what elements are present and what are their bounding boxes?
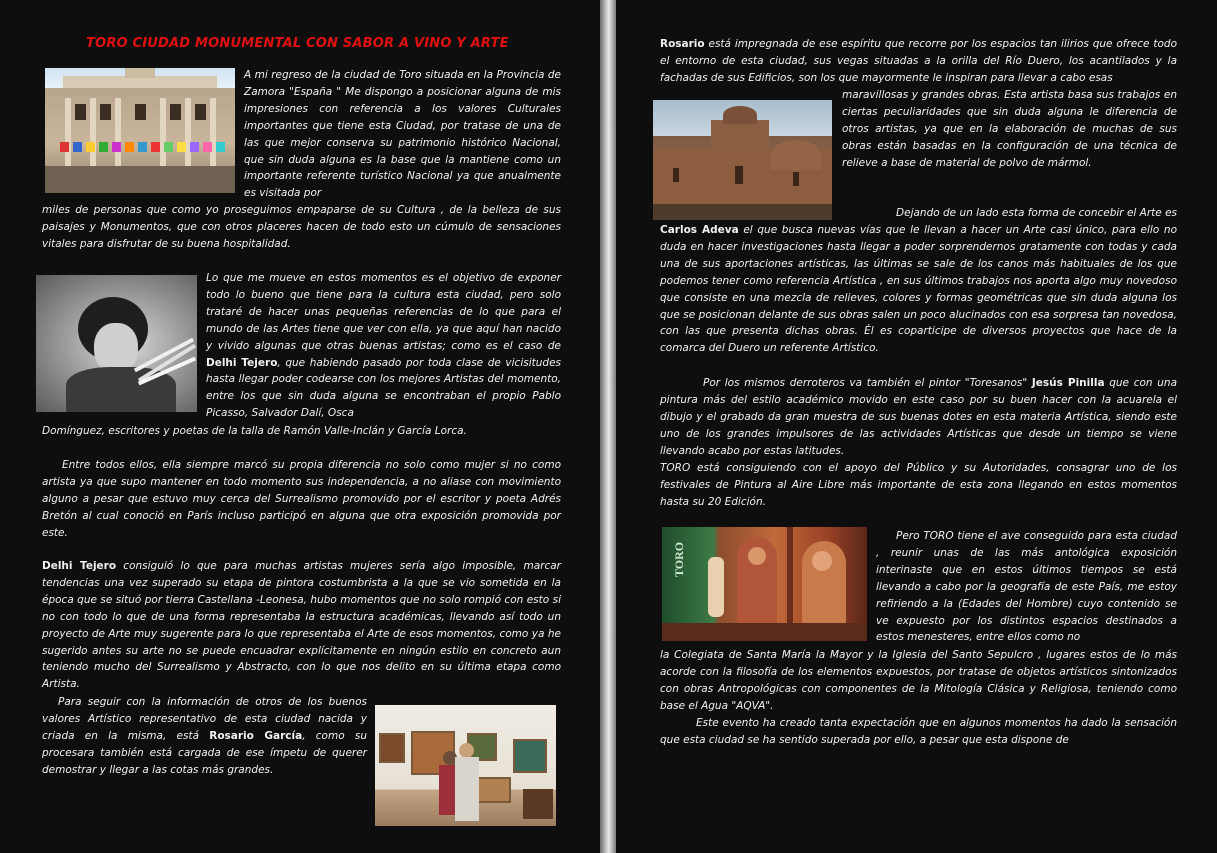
intro-paragraph-part2: miles de personas que como yo proseguimos empaparse de su Cultura , de la belleza de sus paisajes y Monumentos, que con otros placeres hacen de todo esto un cúmulo de sensaciones vitales para disfrutar de su buena hospitalidad.: [42, 204, 561, 250]
delhi-intro-paragraph: Lo que me mueve en estos momentos es el objetivo de exponer todo lo bueno que tiene para la cultura esta ciudad, pero solo trataré de hacer unas pequeñas referencias de lo que para el mundo de las Artes tiene que ver con ella, ya que aquí han nacido y vivido algunas que otras buenas artistas; como es el caso de Delhi Tejero, que habiendo pasado por toda clase de vicisitudes hasta llegar poder codearse con los mejores Artistas del momento, entre los que sin duda alguna se encontraban el propio Pablo Picasso, Salvador Dalí, Osca: [206, 272, 561, 420]
colegiata-photo: [653, 100, 832, 220]
jesus-pinilla-paragraph: Por los mismos derroteros va también el pintor "Toresanos" Jesús Pinilla que con una pintura más del estilo académico movido en este caso por su buen hacer con la acuarela el dibujo y el grabado da gran muestra de sus buenas dotes en esta materia Artística, siendo este uno de los grandes impulsores de las actividades Artísticas que desde un tiempo se viene llevando acabo por estas latitudes.: [660, 377, 1178, 457]
rosario-intro-paragraph: Para seguir con la información de otros de los buenos valores Artístico representativo de esta ciudad nacida y criada en la misma, está Rosario García, como su procesara también está cargada de ese ímpetu de querer demostrar y llegar a las cotas más grandes.: [42, 696, 367, 776]
delhi-tejero-name: Delhi Tejero: [206, 356, 278, 369]
page-spine: [600, 0, 616, 853]
delhi-career-paragraph: Delhi Tejero consiguió lo que para muchas artistas mujeres sería algo imposible, marcar tendencias una vez superado su etapa de pintora costumbrista a la que se vio sometida en la época que se situó por tierra Castellana -Leonesa, hubo momentos que no solo rompió con esto si no con todo lo que de una forma representaba la estructura académicas, llevando así todo un proyecto de Arte muy sugerente para lo que representaba el Arte de esos momentos, como ya he sugerido antes su arte no se puede encuadrar explícitamente en ningún estilo en concreto aun teniendo mucho del Surrealismo y Abstracto, con lo que nos delito en su última etapa como Artista.: [42, 560, 561, 691]
rosario-technique-paragraph: maravillosas y grandes obras. Esta artista basa sus trabajos en ciertas peculiaridades que sin duda alguna le diferencia de otros artistas, ya que en la elaboración de muchas de sus obras están basadas en la configuración de una técnica de relieve a base de material de polvo de mármol.: [842, 89, 1177, 169]
jesus-pinilla-name: Jesús Pinilla: [1031, 377, 1105, 389]
rosario-garcia-name: Rosario García: [209, 729, 303, 742]
rosario-name: Rosario: [660, 38, 705, 50]
edades-del-hombre-paragraph: Pero TORO tiene el ave conseguido para esta ciudad , reunir unas de las más antológica exposición interinaste que en estos últimos tiempos se está llevando a cabo por la geografía de este País, me estoy refiriendo a la (Edades del Hombre) cuyo contenido se ve expuesto por los distintos espacios destinados a estos menesteres, entre ellos como no: [876, 530, 1177, 644]
toro-sign-text: TORO: [672, 541, 686, 577]
delhi-intro-continuation: Domínguez, escritores y poetas de la talla de Ramón Valle-Inclán y García Lorca.: [42, 425, 467, 437]
colegiata-paragraph: la Colegiata de Santa María la Mayor y la Iglesia del Santo Sepulcro , lugares estos de lo más acorde con la filosofía de los elementos expuestos, por tratase de objetos artísticos sintonizados con obras Antropológicas con componentes de la Mitología Clásica y Religiosa, teniendo como base el Agua "AQVA".: [660, 649, 1177, 712]
carlos-adeva-intro: Dejando de un lado esta forma de concebir el Arte es: [896, 207, 1177, 219]
portico-photo: [662, 527, 867, 641]
exhibition-photo: [375, 705, 556, 826]
festival-paragraph: TORO está consiguiendo con el apoyo del Público y su Autoridades, consagrar uno de los festivales de Pintura al Aire Libre más importante de esta zona llegando en estos momentos hasta su 20 Edición.: [660, 462, 1177, 508]
intro-paragraph-part1: A mi regreso de la ciudad de Toro situada en la Provincia de Zamora "España " Me dispongo a posicionar alguna de mis impresiones con referencia a los valores Culturales importantes que tiene esta Ciudad, por tratase de una de las que mejor conserva su patrimonio histórico Nacional, que sin duda alguna es la base que la mantiene como un importante referente turístico Nacional ya que anualmente es visitada por: [244, 69, 561, 200]
independence-paragraph: Entre todos ellos, ella siempre marcó su propia diferencia no solo como mujer si no como artista ya que supo mantener en todo momento sus independencia, a no aliase con movimiento alguno a pesar que estuvo muy cerca del Surrealismo promovido por el escritor y poeta Adrés Bretón al cual conoció en París incluso participó en alguna que otra exposición promovida por este.: [42, 459, 561, 539]
carlos-adeva-name: Carlos Adeva: [660, 224, 739, 236]
carlos-adeva-paragraph: Carlos Adeva el que busca nuevas vías que le llevan a hacer un Arte casi único, para ello no duda en hacer investigaciones hasta llegar a poder sorprendernos gratamente con todas y cada una de sus aportaciones artísticas, las últimas se sale de los canos más habituales de los que podemos tener como referencia Artística , en sus últimos trabajos nos aporta algo muy novedoso que consiste en una mezcla de relieves, colores y formas geométricas que sin duda alguna los que se posicionan delante de sus obras salen un poco alucinados con esa sorpresa tan novedosa, con las que presenta dichas obras. Él es coparticipe de diversos proyectos que hace de la comarca del Duero un referente Artístico.: [660, 224, 1177, 355]
rosario-work-paragraph: Rosario está impregnada de ese espíritu que recorre por los espacios tan ilirios que ofrece todo el entorno de esta ciudad, sus vegas situadas a la orilla del Río Duero, los acantilados y la fachadas de sus Edificios, son los que mayormente le inspiran para llevar a cabo esas: [660, 38, 1177, 84]
town-hall-photo: [45, 68, 235, 193]
delhi-tejero-portrait: [36, 275, 197, 412]
event-expectation-paragraph: Este evento ha creado tanta expectación que en algunos momentos ha dado la sensación que esta ciudad se ha sentido superada por ello, a pesar que esta dispone de: [660, 717, 1177, 746]
article-title: TORO CIUDAD MONUMENTAL CON SABOR A VINO Y ARTE: [86, 36, 509, 51]
